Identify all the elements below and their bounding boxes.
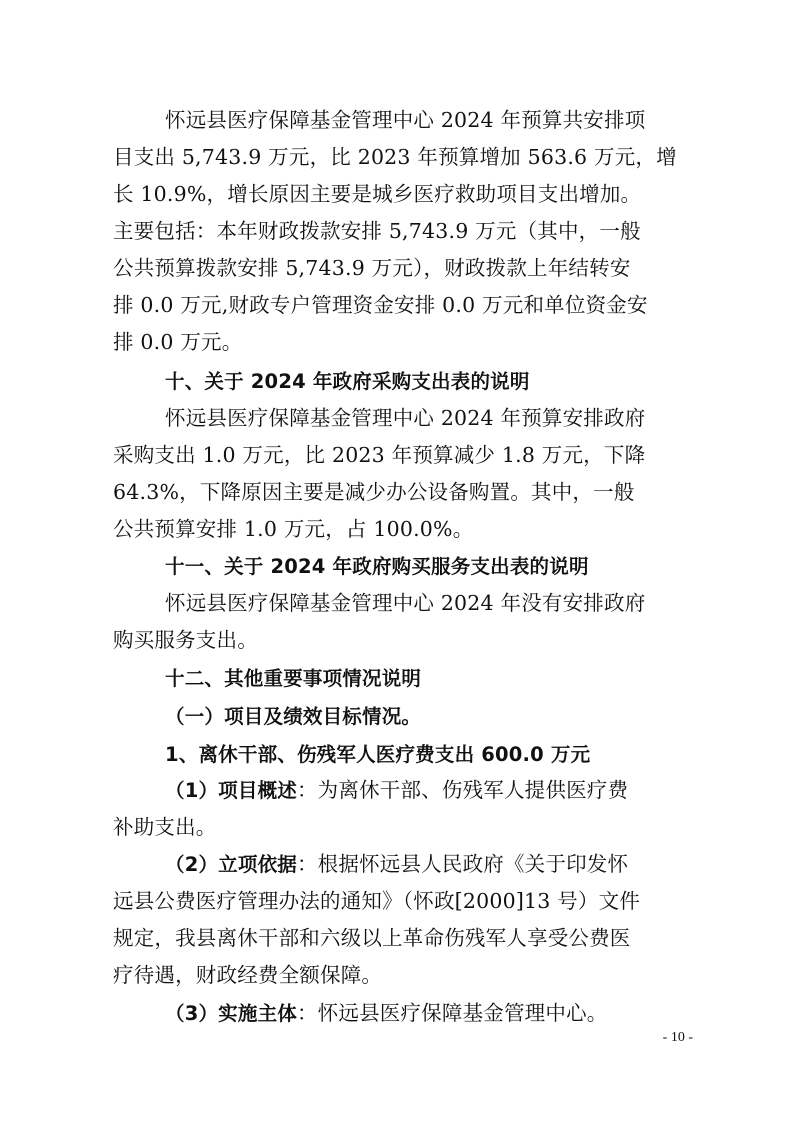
text-line: 排 0.0 万元。 (113, 330, 243, 354)
subsection-heading (113, 698, 683, 735)
text-line: 规定，我县离休干部和六级以上革命伤残军人享受公费医 (113, 926, 631, 950)
text-line: 疗待遇，财政经费全额保障。 (113, 963, 383, 987)
item-text: ：根据怀远县人民政府《关于印发怀 (296, 852, 629, 876)
text-line: 公共预算安排 1.0 万元，占 100.0%。 (113, 517, 474, 541)
heading-text: 1、离休干部、伤残军人医疗费支出 600.0 万元 (165, 743, 591, 766)
item-label: （1）项目概述 (165, 779, 297, 802)
item-overview (113, 772, 683, 846)
text-line: 排 0.0 万元,财政专户管理资金安排 0.0 万元和单位资金安 (113, 293, 648, 317)
text-line: 长 10.9%，增长原因主要是城乡医疗救助项目支出增加。 (113, 182, 642, 206)
heading-text: 十、关于 2024 年政府采购支出表的说明 (165, 370, 530, 393)
text-line: 目支出 5,743.9 万元，比 2023 年预算增加 563.6 万元，增 (113, 145, 677, 169)
section-heading-11 (113, 548, 683, 585)
heading-text: 十一、关于 2024 年政府购买服务支出表的说明 (165, 555, 589, 578)
text-line (113, 995, 683, 1032)
item-basis (113, 846, 683, 994)
text-line: 64.3%，下降原因主要是减少办公设备购置。其中，一般 (113, 480, 635, 504)
text-line (113, 772, 683, 809)
heading-text: 十二、其他重要事项情况说明 (165, 667, 422, 690)
text-line: 主要包括：本年财政拨款安排 5,743.9 万元（其中，一般 (113, 219, 641, 243)
text-line: 怀远县医疗保障基金管理中心 2024 年没有安排政府 (165, 591, 646, 615)
item-label: （2）立项依据 (165, 853, 297, 876)
text-line: 远县公费医疗管理办法的通知》（怀政[2000]13 号）文件 (113, 889, 641, 913)
paragraph-procurement (113, 400, 683, 548)
section-heading-10 (113, 363, 683, 400)
section-heading-12 (113, 660, 683, 697)
text-line: 购买服务支出。 (113, 628, 258, 652)
paragraph-services (113, 585, 683, 659)
page-number: - 10 - (662, 1030, 693, 1045)
item-label: （3）实施主体 (165, 1002, 297, 1025)
text-line: 公共预算拨款安排 5,743.9 万元），财政拨款上年结转安 (113, 256, 631, 280)
item-heading (113, 736, 683, 773)
text-line: 采购支出 1.0 万元，比 2023 年预算减少 1.8 万元，下降 (113, 443, 646, 467)
item-text: ：为离休干部、伤残军人提供医疗费 (296, 778, 629, 802)
text-line: 补助支出。 (113, 815, 217, 839)
heading-text: （一）项目及绩效目标情况。 (165, 705, 422, 728)
paragraph-budget-summary (113, 102, 683, 361)
text-line: 怀远县医疗保障基金管理中心 2024 年预算共安排项 (165, 108, 646, 132)
text-line: 怀远县医疗保障基金管理中心 2024 年预算安排政府 (165, 406, 646, 430)
item-implementer (113, 995, 683, 1032)
text-line (113, 846, 683, 883)
item-text: ：怀远县医疗保障基金管理中心。 (296, 1001, 608, 1025)
